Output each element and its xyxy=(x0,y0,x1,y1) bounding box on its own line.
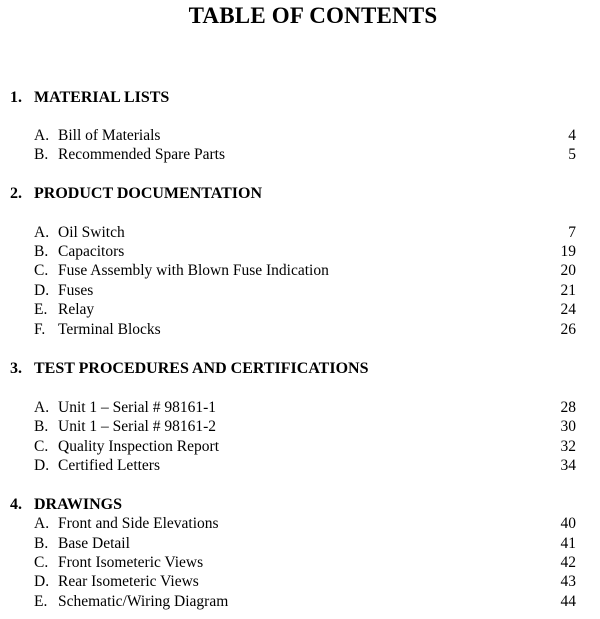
toc-entry xyxy=(34,301,576,320)
entry-page: 21 xyxy=(560,282,576,299)
entry-text: Fuse Assembly with Blown Fuse Indication xyxy=(58,262,329,279)
entry-page: 28 xyxy=(560,399,576,416)
entry-text: Oil Switch xyxy=(58,224,125,241)
toc-entry xyxy=(34,146,576,165)
toc-title: TABLE OF CONTENTS xyxy=(188,3,438,28)
entry-page: 19 xyxy=(560,243,576,260)
section-heading-product-documentation xyxy=(10,185,262,203)
entry-text: Recommended Spare Parts xyxy=(58,146,226,163)
entry-letter: D. xyxy=(34,457,50,474)
entry-text: Quality Inspection Report xyxy=(58,438,219,455)
entry-page: 32 xyxy=(560,438,576,455)
entry-letter: E. xyxy=(34,301,48,318)
entry-page: 20 xyxy=(560,262,576,279)
toc-entry xyxy=(34,457,576,476)
section-title: PRODUCT DOCUMENTATION xyxy=(34,185,263,202)
entry-text: Bill of Materials xyxy=(58,127,161,144)
entry-text: Unit 1 – Serial # 98161-2 xyxy=(58,418,216,435)
toc-entry xyxy=(34,399,576,418)
entry-text: Capacitors xyxy=(58,243,125,260)
entry-text: Front Isometeric Views xyxy=(58,554,204,571)
entry-text: Terminal Blocks xyxy=(58,321,161,338)
entry-letter: D. xyxy=(34,573,50,590)
entry-letter: A. xyxy=(34,127,50,144)
section-heading-drawings xyxy=(10,496,122,514)
toc-entry xyxy=(34,554,576,573)
entry-letter: D. xyxy=(34,282,50,299)
entry-letter: F. xyxy=(34,321,46,338)
entry-text: Unit 1 – Serial # 98161-1 xyxy=(58,399,216,416)
entry-text: Front and Side Elevations xyxy=(58,515,219,532)
toc-entry xyxy=(34,224,576,243)
entry-letter: E. xyxy=(34,593,48,610)
toc-entry xyxy=(34,321,576,340)
toc-entry xyxy=(34,515,576,534)
entry-page: 44 xyxy=(560,593,576,610)
section-number: 1. xyxy=(10,89,22,106)
toc-entry xyxy=(34,262,576,281)
entry-page: 40 xyxy=(560,515,576,532)
entry-letter: A. xyxy=(34,399,50,416)
entry-page: 34 xyxy=(560,457,576,474)
entry-page: 5 xyxy=(568,146,576,163)
entry-letter: B. xyxy=(34,146,49,163)
section-title: MATERIAL LISTS xyxy=(34,89,170,106)
section-heading-material-lists xyxy=(10,89,169,107)
section-title: DRAWINGS xyxy=(34,496,123,513)
entry-page: 7 xyxy=(568,224,576,241)
section-title: TEST PROCEDURES AND CERTIFICATIONS xyxy=(34,360,369,377)
entry-letter: B. xyxy=(34,418,49,435)
entry-text: Rear Isometeric Views xyxy=(58,573,199,590)
toc-entry xyxy=(34,535,576,554)
entry-page: 30 xyxy=(560,418,576,435)
toc-entry xyxy=(34,418,576,437)
toc-entry xyxy=(34,282,576,301)
entry-text: Schematic/Wiring Diagram xyxy=(58,593,229,610)
entry-letter: A. xyxy=(34,515,50,532)
entry-page: 4 xyxy=(568,127,576,144)
toc-entry xyxy=(34,127,576,146)
section-number: 4. xyxy=(10,496,22,513)
entry-text: Fuses xyxy=(58,282,94,299)
toc-entry xyxy=(34,593,576,612)
section-heading-test-procedures xyxy=(10,360,368,378)
entry-page: 42 xyxy=(560,554,576,571)
entry-page: 41 xyxy=(560,535,576,552)
entry-letter: B. xyxy=(34,535,49,552)
entry-text: Certified Letters xyxy=(58,457,160,474)
entry-text: Base Detail xyxy=(58,535,130,552)
entry-page: 24 xyxy=(560,301,576,318)
toc-entry xyxy=(34,573,576,592)
entry-letter: C. xyxy=(34,554,49,571)
entry-letter: B. xyxy=(34,243,49,260)
entry-page: 43 xyxy=(560,573,576,590)
toc-entry xyxy=(34,438,576,457)
entry-page: 26 xyxy=(560,321,576,338)
section-number: 2. xyxy=(10,185,22,202)
entry-letter: A. xyxy=(34,224,50,241)
entry-text: Relay xyxy=(58,301,95,318)
toc-entry xyxy=(34,243,576,262)
section-number: 3. xyxy=(10,360,22,377)
entry-letter: C. xyxy=(34,438,49,455)
entry-letter: C. xyxy=(34,262,49,279)
